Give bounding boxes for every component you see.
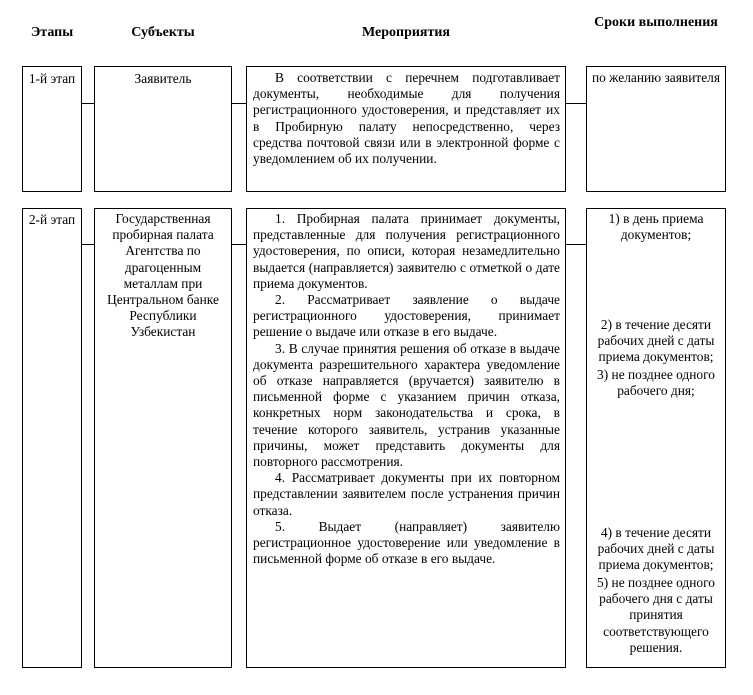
header-subjects: Субъекты [131,25,195,40]
subject-2-label: Государственная пробирная палата Агентства по драгоценным металлам при Центральном банке Республики Узбекистан [107,211,219,340]
subject-2-cell [94,208,232,668]
connector-line [566,103,586,104]
subject-1-label: Заявитель [134,71,192,86]
stage-2-label: 2-й этап [28,212,76,227]
deadline-1-cell [586,66,726,192]
deadline-item: 1) в день приема документов; [608,211,704,243]
subject-1-cell [94,66,232,192]
stage-1-cell [22,66,82,192]
deadline-item: 4) в течение десяти рабочих дней с даты приема документов; [597,525,715,573]
activity-paragraph: 4. Рассматривает документы при их повторном представлении заявителем после устранения причин отказа. [253,470,560,518]
connector-line [566,244,586,245]
connector-line [232,244,246,245]
connector-line [82,103,94,104]
activities-1-cell [246,66,566,192]
activity-paragraph: 3. В случае принятия решения об отказе в выдаче документа разрешительного характера уведомление об отказе направляется (вручается) заявителю в письменной форме с указанием причин отказа, конкретных норм законодательства и срока, в течение которого заявитель, устранив указанные причины, может представить документы для повторного рассмотрения. [253,340,560,470]
activity-paragraph: 2. Рассматривает заявление о выдаче регистрационного удостоверения, принимает решение о выдаче или отказе в его выдаче. [253,292,560,340]
activity-paragraph: 1. Пробирная палата принимает документы, представленные для получения регистрационного удостоверения, по описи, которая незамедлительно выдается (направляется) заявителю с отметкой о дате приема документов. [253,211,560,291]
deadline-item: 3) не позднее одного рабочего дня; [597,367,715,399]
deadline-item: 5) не позднее одного рабочего дня с даты принятия соответствующего решения. [597,575,715,655]
connector-line [82,244,94,245]
header-stages: Этапы [30,25,74,40]
deadline-2-cell [586,208,726,668]
connector-line [232,103,246,104]
activities-2-cell [246,208,566,668]
deadline-item: 2) в течение десяти рабочих дней с даты приема документов; [597,317,715,365]
activity-paragraph: 5. Выдает (направляет) заявителю регистрационное удостоверение или уведомление в письменной форме об отказе в его выдаче. [253,518,560,567]
header-activities: Мероприятия [361,25,451,40]
stage-2-cell [22,208,82,668]
deadline-1-label: по желанию заявителя [591,70,721,85]
stage-1-label: 1-й этап [28,71,76,86]
activity-paragraph: В соответствии с перечнем подготавливает документы, необходимые для получения регистрационного удостоверения, и представляет их в Пробирную палату непосредственно, через средства почтовой связи или в электронной форме с уведомлением об их получении. [253,70,560,167]
header-deadlines: Сроки выполнения [594,15,718,30]
